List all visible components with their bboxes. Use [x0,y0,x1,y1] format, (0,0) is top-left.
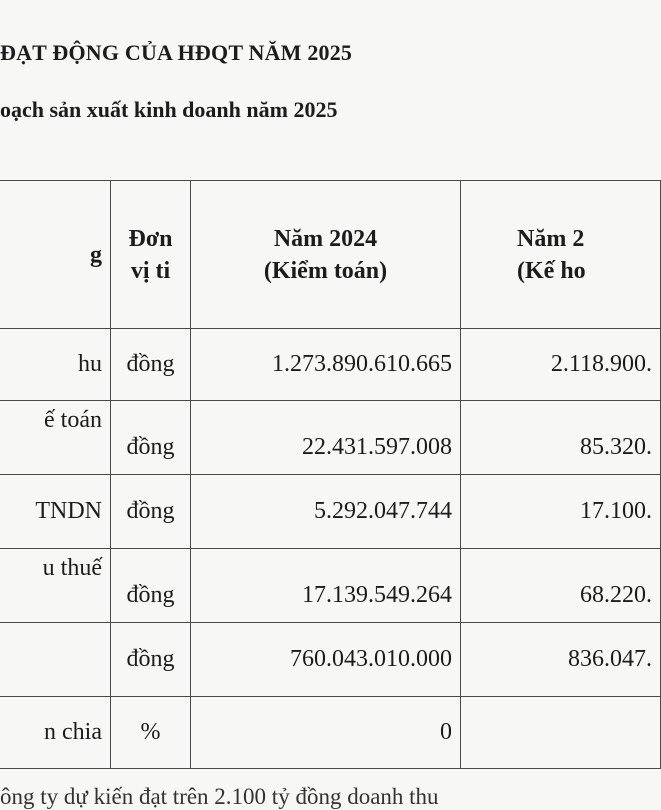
row-value-2025: 85.320. [461,401,661,475]
footer-paragraph: ông ty dự kiến đạt trên 2.100 tỷ đồng doanh thu [0,784,439,809]
row-criteria: n chia [0,697,111,769]
header-year-2025-line2: (Kế ho [517,257,586,284]
header-year-2024-line2: (Kiểm toán) [263,257,388,284]
header-criteria: g [0,181,111,329]
table-row [0,697,661,769]
header-unit-line1: Đơn [128,225,173,252]
table-header-row [0,181,661,329]
row-unit: đồng [111,329,191,401]
row-value-2025: 2.118.900. [461,329,661,401]
row-criteria: u thuế [0,549,111,623]
row-value-2024: 1.273.890.610.665 [191,329,461,401]
header-unit-line2: vị ti [130,257,171,284]
header-unit [111,181,191,329]
header-year-2024-line1: Năm 2024 [273,225,378,252]
section-heading: ĐẠT ĐỘNG CỦA HĐQT NĂM 2025 [0,40,353,65]
business-plan-table-wrapper [0,180,652,800]
row-criteria [0,623,111,697]
row-unit: đồng [111,549,191,623]
subsection-heading: oạch sản xuất kinh doanh năm 2025 [0,97,338,122]
header-year-2025 [461,181,661,329]
row-unit: đồng [111,623,191,697]
row-criteria: ế toán [0,401,111,475]
row-value-2025 [461,697,661,769]
row-value-2024: 760.043.010.000 [191,623,461,697]
row-value-2025: 17.100. [461,475,661,549]
row-value-2024: 22.431.597.008 [191,401,461,475]
business-plan-table [0,180,661,769]
row-unit: đồng [111,401,191,475]
table-row [0,401,661,475]
row-value-2025: 68.220. [461,549,661,623]
row-value-2025: 836.047. [461,623,661,697]
table-row [0,549,661,623]
row-value-2024: 0 [191,697,461,769]
header-year-2025-line1: Năm 2 [517,225,585,252]
row-value-2024: 5.292.047.744 [191,475,461,549]
table-row [0,623,661,697]
row-unit: đồng [111,475,191,549]
row-criteria: hu [0,329,111,401]
table-row [0,475,661,549]
row-criteria: TNDN [0,475,111,549]
table-row [0,329,661,401]
row-unit: % [111,697,191,769]
row-value-2024: 17.139.549.264 [191,549,461,623]
header-year-2024 [191,181,461,329]
